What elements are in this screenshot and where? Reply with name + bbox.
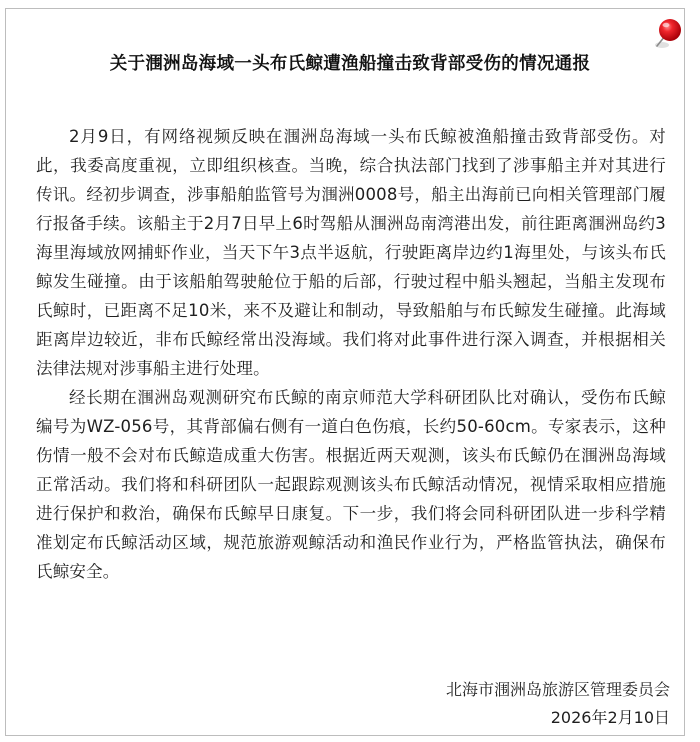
body-paragraph: 经长期在涠洲岛观测研究布氏鲸的南京师范大学科研团队比对确认，受伤布氏鲸编号为WZ-056号，其背部偏右侧有一道白色伤痕，长约50-60cm。专家表示，这种伤情一般不会对布氏鲸造成重大伤害。根据近两天观测，该头布氏鲸仍在涠洲岛海域正常活动。我们将和科研团队一起跟踪观测该头布氏鲸活动情况，视情采取相应措施进行保护和救治，确保布氏鲸早日康复。下一步，我们将会同科研团队进一步科学精准划定布氏鲸活动区域，规范旅游观鲸活动和渔民作业行为，严格监管执法，确保布氏鲸安全。 <box>36 388 666 581</box>
body-paragraph: 2月9日，有网络视频反映在涠洲岛海域一头布氏鲸被渔船撞击致背部受伤。对此，我委高度重视，立即组织核查。当晚，综合执法部门找到了涉事船主并对其进行传讯。经初步调查，涉事船舶监管号为涠洲0008号，船主出海前已向相关管理部门履行报备手续。该船主于2月7日早上6时驾船从涠洲岛南湾港出发，前往距离涠洲岛约3海里海域放网捕虾作业，当天下午3点半返航，行驶距离岸边约1海里处，与该头布氏鲸发生碰撞。由于该船舶驾驶舱位于船的后部，行驶过程中船头翘起，当船主发现布氏鲸时，已距离不足10米，来不及避让和制动，导致船舶与布氏鲸发生碰撞。此海域距离岸边较近，非布氏鲸经常出没海域。我们将对此事件进行深入调查，并根据相关法律法规对涉事船主进行处理。 <box>36 127 666 378</box>
notice-body <box>36 122 666 586</box>
issue-date: 2026年2月10日 <box>550 708 670 727</box>
pushpin-icon <box>648 14 688 54</box>
issuing-organization: 北海市涠洲岛旅游区管理委员会 <box>445 680 670 699</box>
notice-title: 关于涠洲岛海域一头布氏鲸遭渔船撞击致背部受伤的情况通报 <box>109 54 591 74</box>
signature-block <box>446 676 670 732</box>
